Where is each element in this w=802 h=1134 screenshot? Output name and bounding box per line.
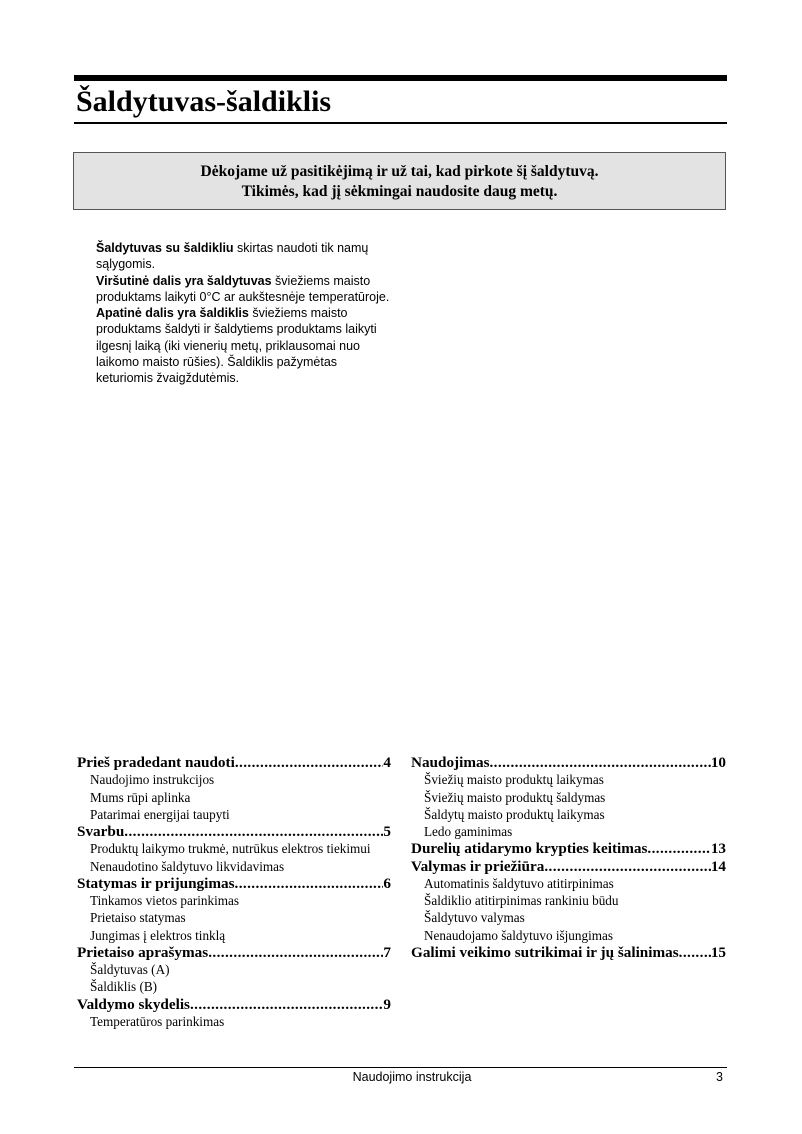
- footer-page-number: 3: [716, 1070, 723, 1084]
- intro-paragraph-1: [96, 240, 396, 273]
- toc-subentry[interactable]: Temperatūros parinkimas: [90, 1014, 225, 1030]
- intro-p2-bold: Viršutinė dalis yra šaldytuvas: [96, 273, 272, 288]
- toc-entry[interactable]: [77, 754, 391, 771]
- toc-subentry[interactable]: Šaldytų maisto produktų laikymas: [424, 806, 605, 822]
- toc-entry-page: 14: [710, 857, 726, 875]
- toc-subentry[interactable]: Prietaiso statymas: [90, 910, 186, 926]
- toc-entry[interactable]: [77, 996, 391, 1013]
- toc-subentry[interactable]: Šaldiklio atitirpinimas rankiniu būdu: [424, 893, 619, 909]
- toc-entry-page: 4: [383, 754, 391, 771]
- toc-entry-page: 15: [710, 943, 726, 961]
- toc-leader-dots: [647, 840, 710, 857]
- toc-subentry[interactable]: Šviežių maisto produktų šaldymas: [424, 789, 606, 805]
- intro-p1-text: skirtas naudoti tik namų sąlygomis.: [96, 241, 369, 272]
- toc-subentry[interactable]: Naudojimo instrukcijos: [90, 772, 215, 788]
- toc-subentry[interactable]: Ledo gaminimas: [424, 824, 513, 840]
- toc-entry[interactable]: [77, 944, 391, 961]
- intro-paragraph-3: [96, 305, 396, 386]
- toc-entry[interactable]: [77, 823, 391, 840]
- toc-subentry[interactable]: Patarimai energijai taupyti: [90, 806, 230, 822]
- intro-text: [96, 240, 396, 387]
- toc-subentry[interactable]: Šaldytuvas (A): [90, 962, 170, 978]
- toc-leader-dots: [208, 944, 383, 961]
- toc-entry-page: 5: [383, 823, 391, 841]
- toc-leader-dots: [235, 875, 384, 892]
- toc-entry-title: Prietaiso aprašymas: [77, 943, 209, 961]
- intro-p3-bold: Apatinė dalis yra šaldiklis: [96, 306, 249, 321]
- toc-entry-page: 13: [710, 840, 726, 858]
- page-title: Šaldytuvas-šaldiklis: [76, 85, 332, 118]
- toc-left-column: [77, 754, 391, 1030]
- title-rule: [74, 122, 727, 124]
- intro-p3-text: šviežiems maisto produktams šaldyti ir šaldytiems produktams laikyti ilgesnį laiką (iki vienerių metų, priklausomai nuo laikomo maisto rūšies). Šaldiklis pažymėtas keturiomis žvaigždutėmis.: [96, 306, 377, 386]
- toc-entry-title: Valymas ir priežiūra: [411, 857, 545, 875]
- toc-subentry[interactable]: Šviežių maisto produktų laikymas: [424, 772, 604, 788]
- toc-entry-title: Valdymo skydelis: [77, 995, 190, 1013]
- toc-entry[interactable]: [411, 840, 726, 857]
- toc-entry-title: Galimi veikimo sutrikimai ir jų šalinimas: [411, 943, 679, 961]
- toc-leader-dots: [124, 823, 383, 840]
- toc-entry[interactable]: [411, 858, 726, 875]
- toc-subentry[interactable]: Jungimas į elektros tinklą: [90, 927, 226, 943]
- top-rule: [74, 75, 727, 81]
- toc-subentry[interactable]: Automatinis šaldytuvo atitirpinimas: [424, 876, 614, 892]
- toc-subentry[interactable]: Mums rūpi aplinka: [90, 789, 191, 805]
- toc-entry[interactable]: [411, 754, 726, 771]
- thanks-line-1: Dėkojame už pasitikėjimą ir už tai, kad pirkote šį šaldytuvą.: [200, 163, 599, 180]
- toc-subentry[interactable]: Tinkamos vietos parinkimas: [90, 893, 239, 909]
- toc-leader-dots: [190, 996, 383, 1013]
- toc-subentry[interactable]: Nenaudotino šaldytuvo likvidavimas: [90, 858, 285, 874]
- toc-subentry[interactable]: Šaldytuvo valymas: [424, 910, 525, 926]
- toc-right-column: [411, 754, 726, 961]
- thanks-line-2: Tikimės, kad jį sėkmingai naudosite daug metų.: [241, 183, 558, 200]
- toc-entry-title: Naudojimas: [411, 754, 490, 771]
- toc-entry-title: Durelių atidarymo krypties keitimas: [411, 840, 648, 858]
- toc-leader-dots: [489, 754, 710, 771]
- intro-p2-text: šviežiems maisto produktams laikyti 0°C ar aukštesnėje temperatūroje.: [96, 273, 390, 304]
- toc-subentry[interactable]: Produktų laikymo trukmė, nutrūkus elektros tiekimui: [90, 841, 371, 857]
- footer-rule: [74, 1067, 727, 1068]
- intro-paragraph-2: [96, 273, 396, 306]
- toc-leader-dots: [544, 858, 711, 875]
- toc-entry-page: 10: [710, 754, 726, 771]
- toc-entry-title: Svarbu: [77, 823, 125, 841]
- footer-label: Naudojimo instrukcija: [352, 1070, 472, 1084]
- toc-leader-dots: [679, 944, 711, 961]
- toc-entry[interactable]: [77, 875, 391, 892]
- toc-subentry[interactable]: Nenaudojamo šaldytuvo išjungimas: [424, 927, 613, 943]
- toc-subentry[interactable]: Šaldiklis (B): [90, 979, 158, 995]
- toc-leader-dots: [235, 754, 384, 771]
- toc-entry-title: Prieš pradedant naudoti: [77, 754, 235, 771]
- thanks-box: [73, 152, 726, 210]
- toc-entry-page: 6: [383, 874, 391, 892]
- toc-entry[interactable]: [411, 944, 726, 961]
- intro-p1-bold: Šaldytuvas su šaldikliu: [96, 241, 234, 255]
- toc-entry-page: 7: [383, 943, 391, 961]
- toc-entry-page: 9: [383, 995, 391, 1013]
- toc-entry-title: Statymas ir prijungimas: [77, 874, 235, 892]
